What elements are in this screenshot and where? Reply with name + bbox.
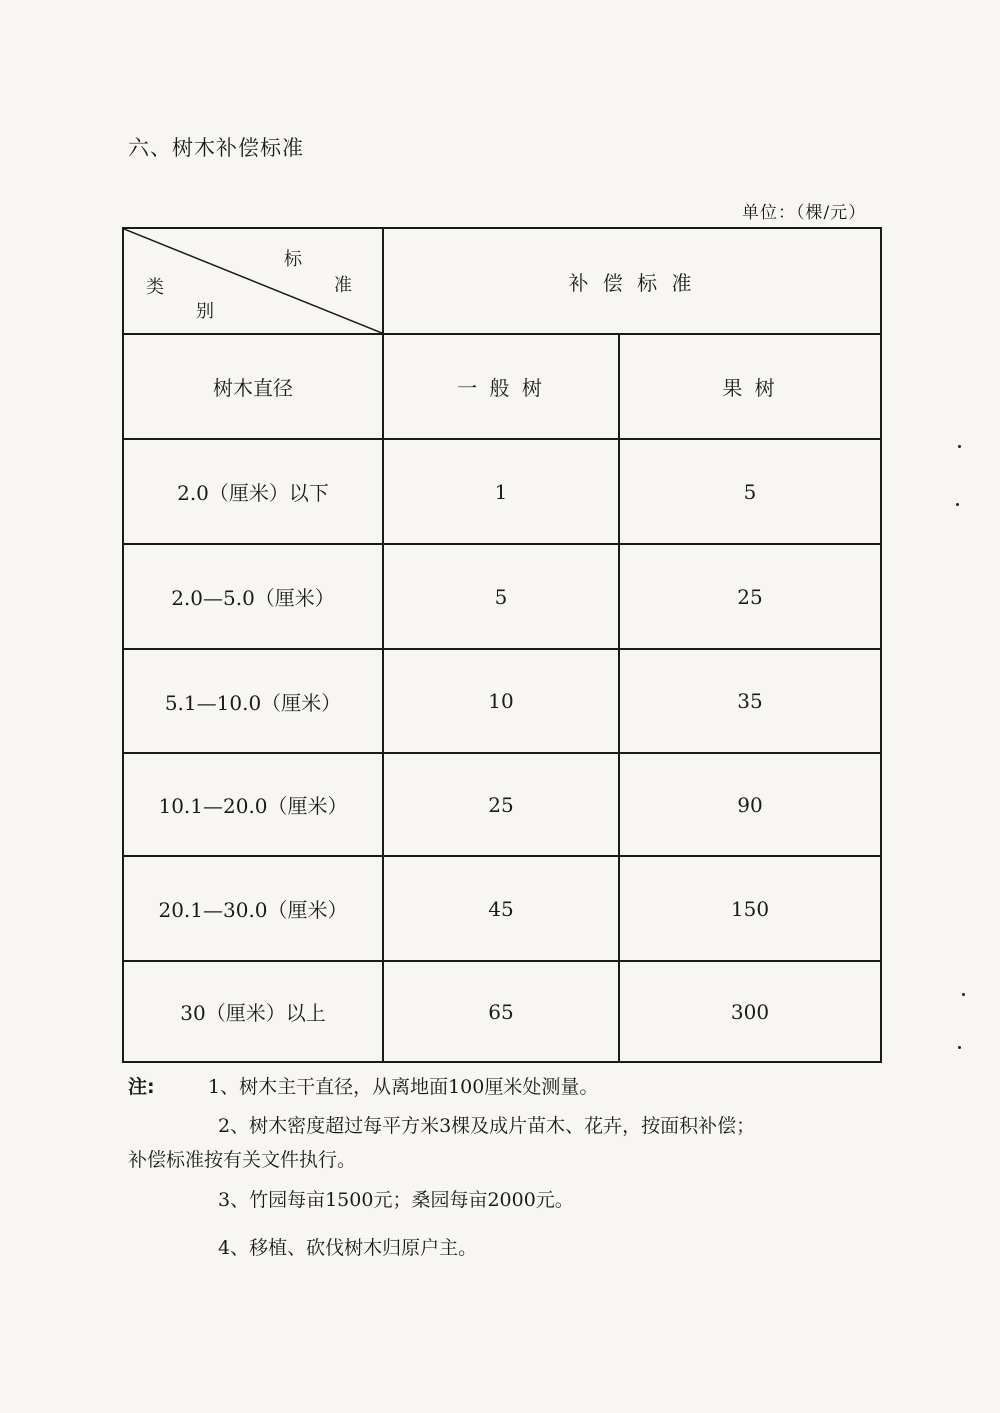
header-general-tree: 一 般 树 (457, 376, 545, 400)
note-3: 3、竹园每亩1500元；桑园每亩2000元。 (218, 1189, 574, 1211)
table-row-fruit: 90 (737, 792, 763, 817)
table-row-diameter: 2.0—5.0（厘米） (171, 586, 335, 610)
scan-speck (958, 1046, 961, 1049)
table-row-general: 10 (488, 689, 514, 713)
table-row-fruit: 5 (743, 479, 757, 504)
table-row-general: 5 (494, 584, 508, 609)
corner-label-right: 准 (334, 275, 352, 296)
table-row-fruit: 25 (737, 584, 763, 609)
table-row-fruit: 150 (730, 896, 770, 921)
corner-label-top: 标 (284, 249, 302, 270)
header-tree-diameter: 树木直径 (213, 376, 293, 400)
table-row-general: 25 (488, 792, 514, 817)
section-title: 六、树木补偿标准 (128, 136, 304, 160)
unit-label: 单位：（棵/元） (742, 203, 867, 223)
table-row-diameter: 2.0（厘米）以下 (177, 481, 329, 505)
scan-speck (962, 993, 965, 996)
table-row-diameter: 5.1—10.0（厘米） (164, 690, 342, 715)
compensation-table (122, 227, 882, 1063)
scan-speck (956, 503, 959, 506)
scan-speck (958, 445, 961, 448)
corner-label-left: 类 (146, 277, 164, 298)
table-row-fruit: 35 (737, 689, 763, 713)
notes-lead: 注: (128, 1076, 155, 1098)
table-row-diameter: 30（厘米）以上 (180, 1001, 326, 1025)
table-row-general: 45 (488, 896, 514, 921)
note-2-continued: 补偿标准按有关文件执行。 (128, 1149, 357, 1171)
table-row-general: 1 (494, 479, 508, 504)
table-row-fruit: 300 (730, 999, 770, 1024)
corner-label-bottom: 别 (196, 301, 214, 322)
header-fruit-tree: 果 树 (722, 376, 778, 400)
note-1: 1、树木主干直径，从离地面100厘米处测量。 (208, 1076, 599, 1098)
table-row-diameter: 20.1—30.0（厘米） (158, 898, 348, 922)
note-2: 2、树木密度超过每平方米3棵及成片苗木、花卉，按面积补偿； (218, 1115, 756, 1137)
table-row-general: 65 (488, 999, 514, 1024)
header-compensation-standard: 补 偿 标 准 (568, 270, 696, 295)
table-row-diameter: 10.1—20.0（厘米） (158, 794, 348, 818)
note-4: 4、移植、砍伐树木归原户主。 (218, 1237, 478, 1259)
